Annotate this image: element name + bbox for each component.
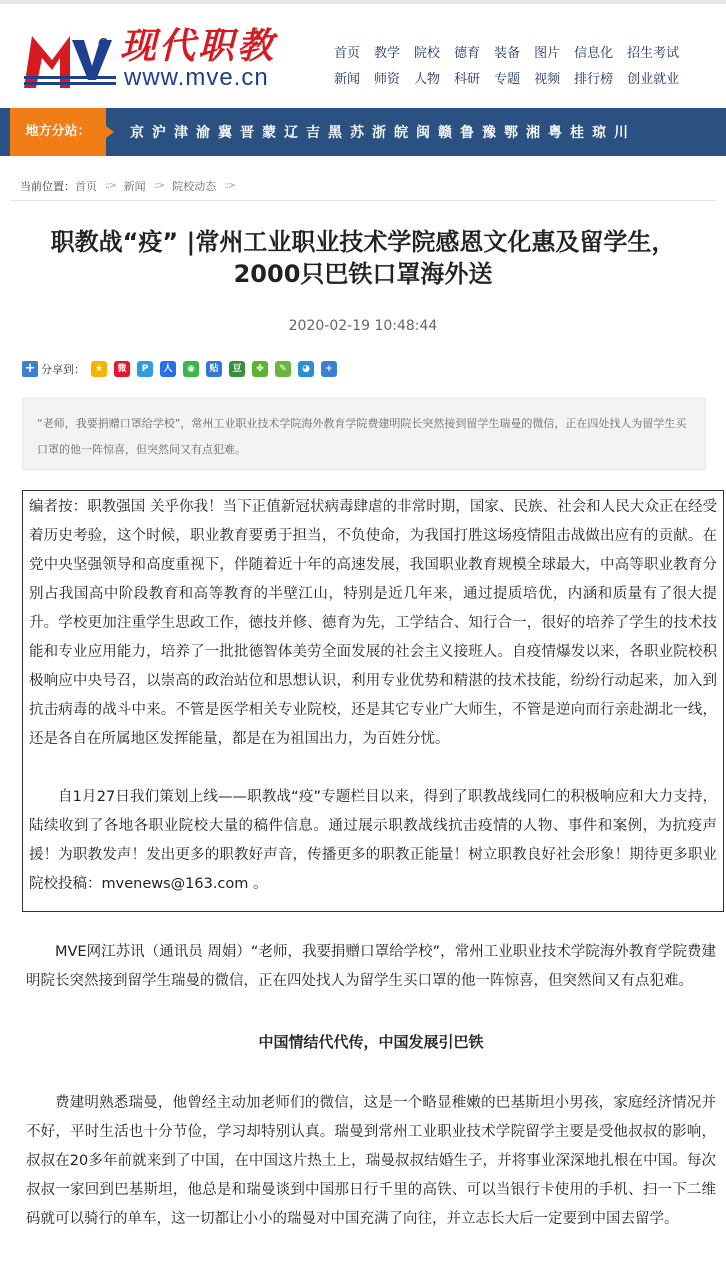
- region-item[interactable]: 鲁: [460, 125, 474, 141]
- breadcrumb-home[interactable]: 首页: [75, 180, 97, 193]
- region-item[interactable]: 京: [130, 125, 144, 141]
- region-item[interactable]: 渝: [196, 125, 210, 141]
- region-item[interactable]: 冀: [218, 125, 232, 141]
- region-item[interactable]: 苏: [350, 125, 364, 141]
- nav-item-news[interactable]: 新闻: [334, 71, 361, 87]
- article-title: 职教战“疫” |常州工业职业技术学院感恩文化惠及留学生，2000只巴铁口罩海外送: [50, 228, 676, 288]
- region-item[interactable]: 辽: [284, 125, 298, 141]
- nav-item-home[interactable]: 首页: [334, 45, 361, 61]
- bookmark-icon[interactable]: ✎: [275, 361, 291, 377]
- nav-item-admissions[interactable]: 招生考试: [627, 45, 680, 61]
- region-item[interactable]: 桂: [570, 125, 584, 141]
- region-bar: [0, 108, 726, 156]
- share-plus-icon[interactable]: +: [22, 361, 38, 377]
- region-label: 地方分站：: [10, 108, 106, 156]
- more-share-icon[interactable]: +: [321, 361, 337, 377]
- region-item[interactable]: 闽: [416, 125, 430, 141]
- qzone-icon[interactable]: ★: [91, 361, 107, 377]
- article-body: [26, 938, 716, 1234]
- nav-item-teachers[interactable]: 师资: [374, 71, 401, 87]
- nav-item-moral[interactable]: 德育: [454, 45, 481, 61]
- region-item[interactable]: 豫: [482, 125, 496, 141]
- breadcrumb-news[interactable]: 新闻: [123, 180, 146, 193]
- region-item[interactable]: 湘: [526, 125, 540, 141]
- breadcrumb-college-news[interactable]: 院校动态: [172, 180, 217, 193]
- article-subheading: 中国情结代代传，中国发展引巴铁: [258, 1033, 484, 1051]
- nav-item-people[interactable]: 人物: [414, 71, 441, 87]
- nav-item-research[interactable]: 科研: [454, 71, 481, 87]
- breadcrumb-separator-icon: ::>: [105, 181, 116, 191]
- nav-item-topics[interactable]: 专题: [494, 71, 521, 87]
- nav-item-rankings[interactable]: 排行榜: [574, 71, 614, 87]
- douban-icon[interactable]: 豆: [229, 361, 245, 377]
- region-item[interactable]: 浙: [372, 125, 386, 141]
- article-summary: “老师，我要捐赠口罩给学校”，常州工业职业技术学院海外教育学院费建明院长突然接到留学生瑞曼的微信，正在四处找人为留学生买口罩的他一阵惊喜，但突然间又有点犯难。: [22, 398, 706, 470]
- nav-item-teaching[interactable]: 教学: [374, 45, 401, 61]
- share-label: 分享到：: [41, 363, 85, 376]
- nav-item-video[interactable]: 视频: [534, 71, 561, 87]
- logo-url-text: www.mve.cn: [124, 64, 269, 91]
- region-list: [130, 108, 636, 156]
- nav-row-2: [334, 64, 718, 90]
- breadcrumb-separator-icon: ::>: [224, 181, 235, 191]
- weibo-icon[interactable]: 微: [114, 361, 130, 377]
- article-paragraph: MVE网江苏讯（通讯员 周娟）“老师，我要捐赠口罩给学校”，常州工业职业技术学院海外教育学院费建明院长突然接到留学生瑞曼的微信，正在四处找人为留学生买口罩的他一阵惊喜，但突然间又有点犯难。: [26, 944, 716, 989]
- editor-note-box: [22, 490, 724, 912]
- region-item[interactable]: 鄂: [504, 125, 518, 141]
- region-item[interactable]: 晋: [240, 125, 254, 141]
- region-item[interactable]: 赣: [438, 125, 452, 141]
- article-paragraph: 费建明熟悉瑞曼，他曾经主动加老师们的微信，这是一个略显稚嫩的巴基斯坦小男孩，家庭经济情况并不好，平时生活也十分节俭，学习却特别认真。瑞曼到常州工业职业技术学院留学主要是受他叔叔的影响，叔叔在20多年前就来到了中国，在中国这片热土上，瑞曼叔叔结婚生子，并将事业深深地扎根在中国。每次叔叔一家回到巴基斯坦，他总是和瑞曼谈到中国那日行千里的高铁、可以当银行卡使用的手机、扫一下二维码就可以骑行的单车，这一切都让小小的瑞曼对中国充满了向往，并立志长大后一定要到中国去留学。: [26, 1095, 716, 1227]
- wechat-icon[interactable]: ◉: [183, 361, 199, 377]
- region-item[interactable]: 沪: [152, 125, 166, 141]
- article-date: 2020-02-19 10:48:44: [288, 318, 438, 334]
- svg-text:e: e: [98, 32, 109, 52]
- kaixin-icon[interactable]: ✤: [252, 361, 268, 377]
- region-item[interactable]: 琼: [592, 125, 606, 141]
- breadcrumb: [20, 178, 243, 194]
- share-bar: [22, 360, 344, 378]
- site-header: [0, 4, 726, 108]
- tencent-weibo-icon[interactable]: P: [137, 361, 153, 377]
- nav-item-employment[interactable]: 创业就业: [627, 71, 680, 87]
- region-item[interactable]: 川: [614, 125, 628, 141]
- renren-icon[interactable]: 人: [160, 361, 176, 377]
- editor-note-paragraph: 编者按：职教强国 关乎你我！当下正值新冠状病毒肆虐的非常时期，国家、民族、社会和人民大众正在经受着历史考验，这个时候，职业教育要勇于担当，不负使命，为我国打胜这场疫情阻击战做出应有的贡献。在党中央坚强领导和高度重视下，伴随着近十年的高速发展，我国职业教育规模全球最大，中高等职业教育分别占我国高中阶段教育和高等教育的半壁江山，特别是近几年来，通过提质培优，内涵和质量有了很大提升。学校更加注重学生思政工作，德技并修、德育为先，工学结合、知行合一，很好的培养了学生的技术技能和专业应用能力，培养了一批批德智体美劳全面发展的社会主义接班人。自疫情爆发以来，各职业院校积极响应中央号召，以崇高的政治站位和思想认识，利用专业优势和精湛的技术技能，纷纷行动起来，加入到抗击病毒的战斗中来。不管是医学相关专业院校，还是其它专业广大师生，不管是逆向而行亲赴湖北一线，还是各自在所属地区发挥能量，都是在为祖国出力，为百姓分忧。: [29, 499, 717, 747]
- breadcrumb-divider: [10, 200, 716, 201]
- region-item[interactable]: 粤: [548, 125, 562, 141]
- editor-note-paragraph: 自1月27日我们策划上线——职教战“疫”专题栏目以来，得到了职教战线同仁的积极响应和大力支持，陆续收到了各地各职业院校大量的稿件信息。通过展示职教战线抗击疫情的人物、事件和案例，为抗疫声援！为职教发声！发出更多的职教好声音，传播更多的职教正能量！树立职教良好社会形象！期待更多职业院校投稿：mvenews@163.com 。: [29, 789, 717, 892]
- region-item[interactable]: 黑: [328, 125, 342, 141]
- nav-row-1: [334, 38, 718, 64]
- mve-logo-icon: [24, 32, 116, 88]
- nav-item-colleges[interactable]: 院校: [414, 45, 441, 61]
- tieba-icon[interactable]: 贴: [206, 361, 222, 377]
- breadcrumb-prefix: 当前位置：: [20, 180, 75, 193]
- region-item[interactable]: 津: [174, 125, 188, 141]
- region-item[interactable]: 蒙: [262, 125, 276, 141]
- site-logo[interactable]: [24, 26, 314, 96]
- logo-chinese-text: 现代职教: [120, 25, 277, 67]
- main-nav: [334, 38, 718, 90]
- region-item[interactable]: 皖: [394, 125, 408, 141]
- nav-item-it[interactable]: 信息化: [574, 45, 614, 61]
- region-item[interactable]: 吉: [306, 125, 320, 141]
- nav-item-pictures[interactable]: 图片: [534, 45, 561, 61]
- nav-item-equipment[interactable]: 装备: [494, 45, 521, 61]
- breadcrumb-separator-icon: ::>: [153, 181, 165, 191]
- qq-icon[interactable]: ◕: [298, 361, 314, 377]
